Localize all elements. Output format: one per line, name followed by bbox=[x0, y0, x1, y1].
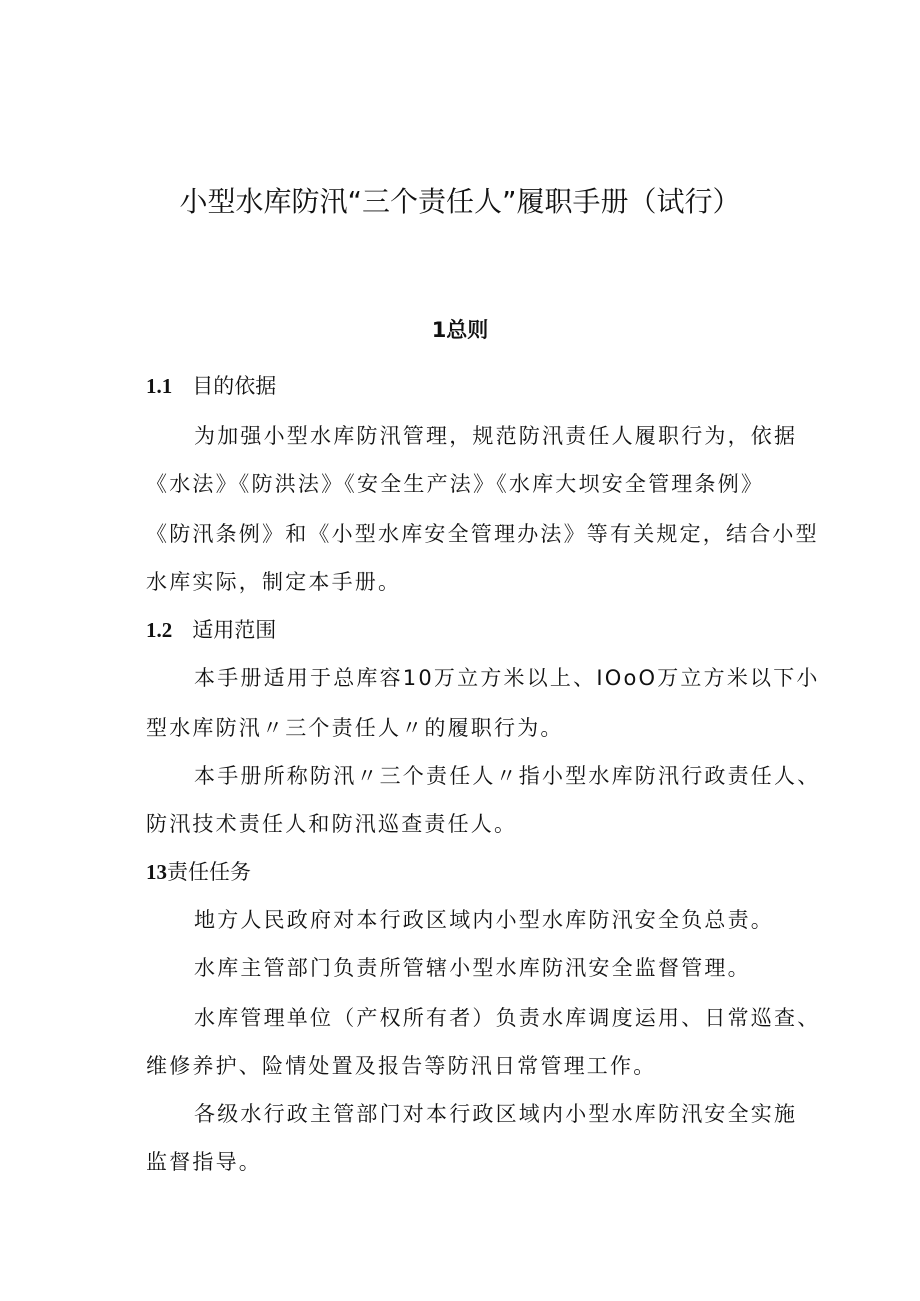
section-title: 目的依据 bbox=[192, 374, 277, 398]
section-number: 1.2 bbox=[146, 618, 173, 642]
section-number: 1.1 bbox=[146, 374, 173, 398]
paragraph-line: 防汛技术责任人和防汛巡查责任人。 bbox=[146, 812, 518, 836]
paragraph-line: 《防汛条例》和《小型水库安全管理办法》等有关规定，结合小型 bbox=[146, 522, 819, 546]
paragraph-line: 本手册适用于总库容10万立方米以上、IOoO万立方米以下小 bbox=[194, 666, 820, 690]
paragraph-line: 《水法》《防洪法》《安全生产法》《水库大坝安全管理条例》 bbox=[146, 472, 765, 496]
document-title: 小型水库防汛“三个责任人”履职手册（试行） bbox=[179, 185, 741, 218]
paragraph-line: 型水库防汛〃三个责任人〃的履职行为。 bbox=[146, 716, 564, 740]
paragraph-line: 监督指导。 bbox=[146, 1150, 262, 1174]
paragraph-line: 水库实际，制定本手册。 bbox=[146, 570, 402, 594]
section-heading-1-3 bbox=[146, 856, 251, 886]
section-heading-1-2 bbox=[146, 614, 276, 644]
paragraph-line: 水库管理单位（产权所有者）负责水库调度运用、日常巡查、 bbox=[194, 1006, 821, 1030]
section-title: 适用范围 bbox=[192, 618, 277, 642]
section-title: 责任任务 bbox=[167, 860, 251, 884]
paragraph-line: 维修养护、险情处置及报告等防汛日常管理工作。 bbox=[146, 1054, 657, 1078]
paragraph-line: 各级水行政主管部门对本行政区域内小型水库防汛安全实施 bbox=[194, 1102, 798, 1126]
paragraph-line: 本手册所称防汛〃三个责任人〃指小型水库防汛行政责任人、 bbox=[194, 764, 821, 788]
section-heading-1-1 bbox=[146, 370, 276, 400]
chapter-heading: 1总则 bbox=[431, 318, 489, 342]
paragraph-line: 为加强小型水库防汛管理，规范防汛责任人履职行为，依据 bbox=[194, 424, 798, 448]
paragraph-line: 地方人民政府对本行政区域内小型水库防汛安全负总责。 bbox=[194, 908, 774, 932]
paragraph-line: 水库主管部门负责所管辖小型水库防汛安全监督管理。 bbox=[194, 956, 751, 980]
section-number: 13 bbox=[146, 860, 167, 884]
